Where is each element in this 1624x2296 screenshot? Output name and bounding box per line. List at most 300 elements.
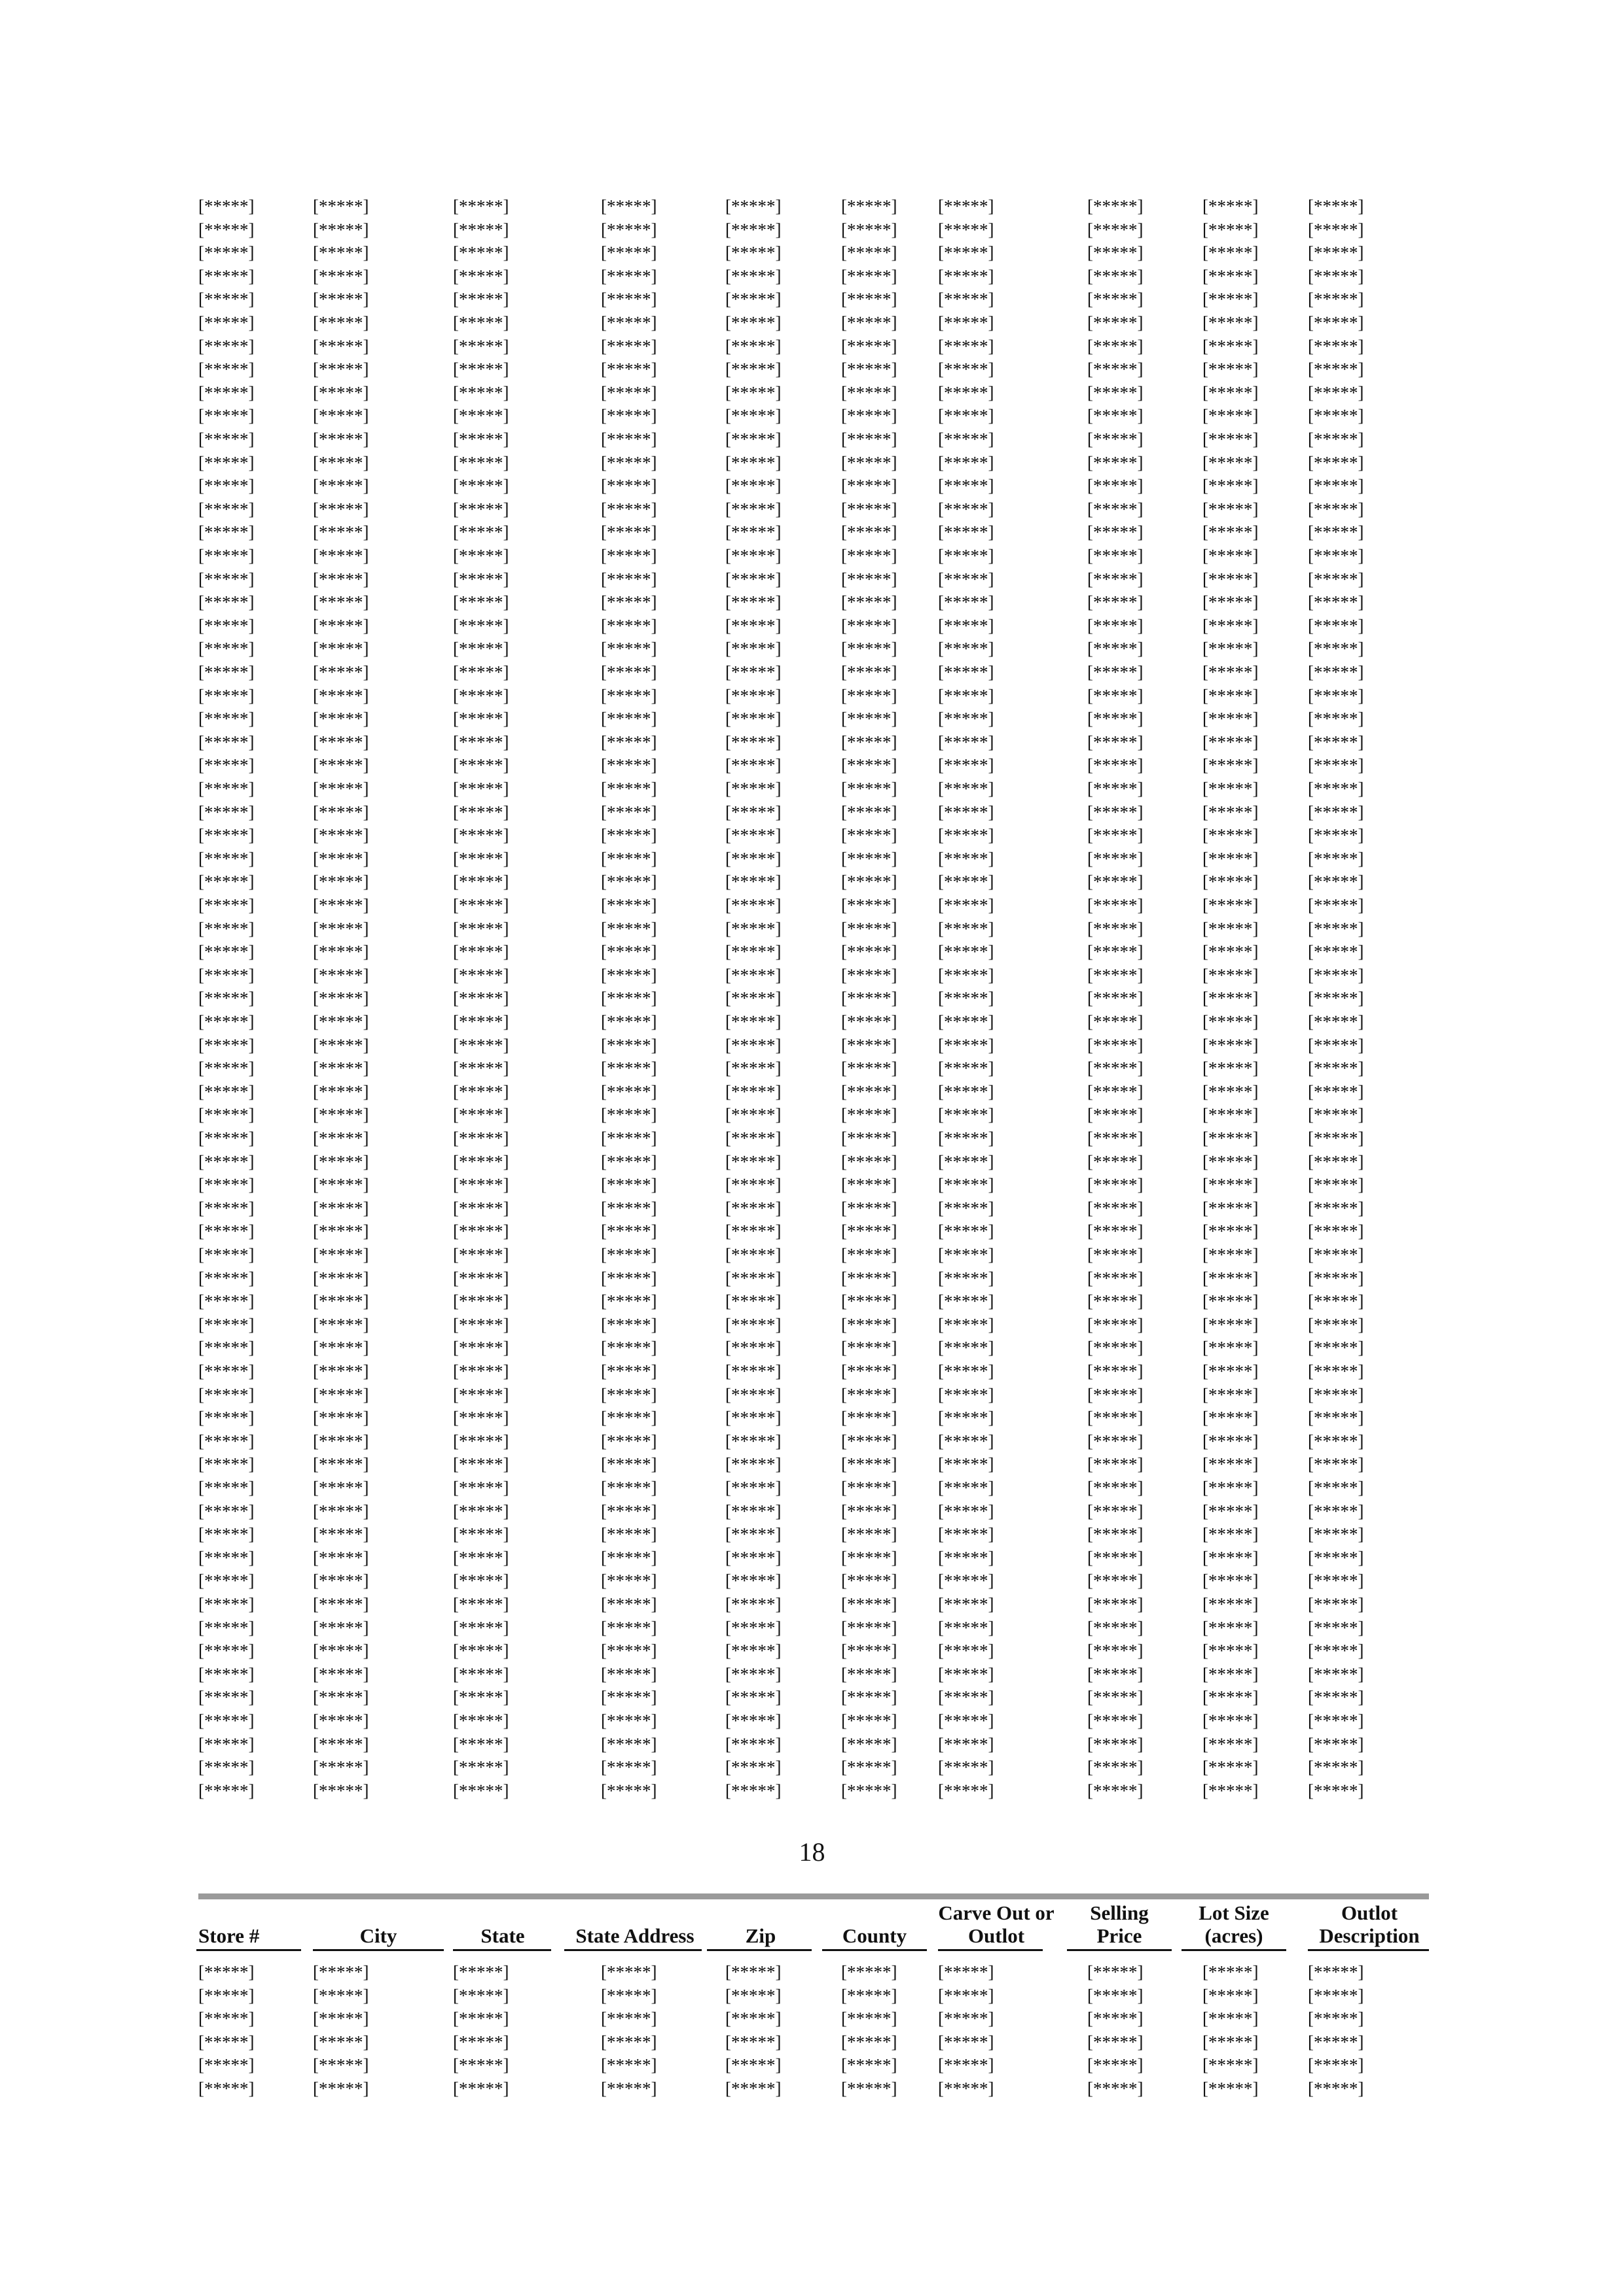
table-cell: [*****] — [601, 336, 657, 356]
table-cell: [*****] — [453, 1986, 509, 2005]
table-cell: [*****] — [1308, 476, 1364, 495]
table-cell: [*****] — [1308, 1687, 1364, 1707]
table-cell: [*****] — [725, 1385, 782, 1405]
table-cell: [*****] — [1087, 1734, 1144, 1754]
table-cell: [*****] — [453, 1152, 509, 1172]
table-cell: [*****] — [841, 802, 897, 822]
column-header-underline — [822, 1949, 927, 1951]
table-cell: [*****] — [938, 522, 994, 542]
table-cell: [*****] — [841, 1035, 897, 1055]
table-cell: [*****] — [841, 662, 897, 682]
table-cell: [*****] — [313, 1385, 369, 1405]
table-cell: [*****] — [601, 942, 657, 961]
table-cell: [*****] — [601, 266, 657, 286]
table-cell: [*****] — [1202, 266, 1259, 286]
table-row — [0, 1759, 1624, 1782]
table-cell: [*****] — [725, 709, 782, 728]
table-cell: [*****] — [1087, 1128, 1144, 1148]
table-cell: [*****] — [1202, 1986, 1259, 2005]
table-cell: [*****] — [198, 406, 255, 425]
table-cell: [*****] — [841, 1175, 897, 1194]
column-header-underline — [313, 1949, 444, 1951]
table-cell: [*****] — [841, 1058, 897, 1078]
table-cell: [*****] — [198, 662, 255, 682]
table-cell: [*****] — [938, 1245, 994, 1265]
table-cell: [*****] — [1202, 1594, 1259, 1614]
table-cell: [*****] — [453, 1058, 509, 1078]
table-cell: [*****] — [841, 289, 897, 309]
table-cell: [*****] — [725, 1781, 782, 1801]
table-row — [0, 1106, 1624, 1130]
table-cell: [*****] — [1087, 476, 1144, 495]
table-cell: [*****] — [841, 1152, 897, 1172]
table-cell: [*****] — [601, 802, 657, 822]
table-cell: [*****] — [1202, 755, 1259, 775]
table-row — [0, 850, 1624, 874]
table-cell: [*****] — [601, 1454, 657, 1474]
table-cell: [*****] — [1308, 1501, 1364, 1521]
table-row — [0, 1293, 1624, 1316]
table-row — [0, 780, 1624, 804]
table-cell: [*****] — [313, 919, 369, 939]
table-row — [0, 1782, 1624, 1806]
table-cell: [*****] — [1308, 1664, 1364, 1684]
table-row — [0, 1409, 1624, 1433]
table-cell: [*****] — [1308, 1548, 1364, 1568]
table-cell: [*****] — [1087, 1012, 1144, 1031]
table-cell: [*****] — [938, 755, 994, 775]
table-cell: [*****] — [453, 1105, 509, 1124]
table-cell: [*****] — [1087, 802, 1144, 822]
table-cell: [*****] — [198, 1618, 255, 1638]
table-cell: [*****] — [1202, 849, 1259, 869]
table-cell: [*****] — [313, 1128, 369, 1148]
table-cell: [*****] — [938, 1711, 994, 1731]
table-cell: [*****] — [198, 1338, 255, 1357]
table-cell: [*****] — [198, 1175, 255, 1194]
table-cell: [*****] — [1202, 779, 1259, 798]
table-cell: [*****] — [198, 2009, 255, 2028]
table-cell: [*****] — [313, 942, 369, 961]
table-cell: [*****] — [1202, 1431, 1259, 1451]
table-cell: [*****] — [1308, 1082, 1364, 1102]
table-cell: [*****] — [938, 1431, 994, 1451]
table-cell: [*****] — [313, 289, 369, 309]
table-cell: [*****] — [1202, 592, 1259, 612]
table-cell: [*****] — [1087, 1431, 1144, 1451]
table-cell: [*****] — [725, 499, 782, 519]
table-cell: [*****] — [1202, 546, 1259, 565]
table-cell: [*****] — [1202, 1175, 1259, 1194]
table-cell: [*****] — [841, 1361, 897, 1381]
table-cell: [*****] — [198, 1012, 255, 1031]
table-cell: [*****] — [1202, 1962, 1259, 1982]
table-cell: [*****] — [198, 546, 255, 565]
table-cell: [*****] — [841, 686, 897, 706]
table-cell: [*****] — [313, 1012, 369, 1031]
table-cell: [*****] — [1308, 895, 1364, 915]
table-cell: [*****] — [725, 1058, 782, 1078]
table-row — [0, 1503, 1624, 1526]
table-cell: [*****] — [938, 453, 994, 473]
table-cell: [*****] — [1202, 569, 1259, 589]
table-cell: [*****] — [841, 1757, 897, 1777]
table-cell: [*****] — [1202, 1105, 1259, 1124]
table-cell: [*****] — [725, 616, 782, 636]
table-cell: [*****] — [841, 2055, 897, 2075]
table-cell: [*****] — [938, 849, 994, 869]
table-cell: [*****] — [725, 1431, 782, 1451]
table-cell: [*****] — [938, 1664, 994, 1684]
table-row — [0, 1316, 1624, 1340]
table-cell: [*****] — [841, 406, 897, 425]
table-row — [0, 1246, 1624, 1270]
table-cell: [*****] — [198, 639, 255, 658]
table-cell: [*****] — [841, 1245, 897, 1265]
table-cell: [*****] — [938, 1618, 994, 1638]
table-cell: [*****] — [601, 732, 657, 752]
table-cell: [*****] — [1087, 336, 1144, 356]
table-cell: [*****] — [1308, 1128, 1364, 1148]
table-cell: [*****] — [198, 988, 255, 1008]
table-cell: [*****] — [725, 1687, 782, 1707]
table-cell: [*****] — [938, 616, 994, 636]
table-row — [0, 664, 1624, 687]
table-cell: [*****] — [938, 1361, 994, 1381]
table-row — [0, 2056, 1624, 2080]
table-cell: [*****] — [725, 779, 782, 798]
table-cell: [*****] — [725, 383, 782, 403]
table-cell: [*****] — [1087, 755, 1144, 775]
table-row — [0, 384, 1624, 408]
table-cell: [*****] — [313, 2009, 369, 2028]
table-cell: [*****] — [841, 1734, 897, 1754]
table-cell: [*****] — [1308, 592, 1364, 612]
table-cell: [*****] — [313, 522, 369, 542]
table-cell: [*****] — [1308, 546, 1364, 565]
table-cell: [*****] — [198, 732, 255, 752]
table-cell: [*****] — [1202, 522, 1259, 542]
table-cell: [*****] — [601, 1035, 657, 1055]
table-cell: [*****] — [313, 2055, 369, 2075]
table-cell: [*****] — [1308, 1641, 1364, 1660]
table-row — [0, 571, 1624, 594]
table-cell: [*****] — [601, 1594, 657, 1614]
table-cell: [*****] — [1308, 429, 1364, 449]
table-row — [0, 244, 1624, 268]
outlot-table — [0, 1901, 1624, 2111]
table-cell: [*****] — [601, 1338, 657, 1357]
table-cell: [*****] — [841, 1315, 897, 1335]
table-cell: [*****] — [938, 1198, 994, 1218]
table-cell: [*****] — [453, 220, 509, 240]
table-cell: [*****] — [841, 2079, 897, 2098]
table-cell: [*****] — [1308, 2032, 1364, 2052]
table-cell: [*****] — [601, 1385, 657, 1405]
table-cell: [*****] — [938, 359, 994, 379]
table-cell: [*****] — [725, 1315, 782, 1335]
table-cell: [*****] — [1087, 499, 1144, 519]
table-cell: [*****] — [198, 1501, 255, 1521]
table-cell: [*****] — [725, 1408, 782, 1427]
table-cell: [*****] — [725, 546, 782, 565]
table-cell: [*****] — [313, 196, 369, 216]
table-cell: [*****] — [938, 1408, 994, 1427]
table-cell: [*****] — [313, 1501, 369, 1521]
table-cell: [*****] — [841, 1338, 897, 1357]
table-cell: [*****] — [938, 1128, 994, 1148]
table-cell: [*****] — [313, 220, 369, 240]
table-row — [0, 1060, 1624, 1083]
table-cell: [*****] — [1308, 1221, 1364, 1241]
table-cell: [*****] — [938, 965, 994, 985]
column-header-line2: Price — [1096, 1924, 1142, 1947]
table-row — [0, 804, 1624, 827]
table-cell: [*****] — [313, 1408, 369, 1427]
table-row — [0, 734, 1624, 757]
column-header-line2: State — [480, 1924, 525, 1947]
table-cell: [*****] — [841, 359, 897, 379]
table-cell: [*****] — [453, 965, 509, 985]
table-cell: [*****] — [198, 196, 255, 216]
table-cell: [*****] — [1087, 1664, 1144, 1684]
table-body — [0, 1964, 1624, 2114]
table-cell: [*****] — [313, 1431, 369, 1451]
table-cell: [*****] — [453, 569, 509, 589]
table-row — [0, 2080, 1624, 2104]
table-cell: [*****] — [841, 1962, 897, 1982]
table-cell: [*****] — [725, 755, 782, 775]
table-cell: [*****] — [938, 1571, 994, 1590]
table-cell: [*****] — [725, 1245, 782, 1265]
table-cell: [*****] — [1202, 1315, 1259, 1335]
table-cell: [*****] — [313, 429, 369, 449]
table-cell: [*****] — [313, 1198, 369, 1218]
table-cell: [*****] — [313, 266, 369, 286]
table-cell: [*****] — [198, 289, 255, 309]
table-cell: [*****] — [453, 895, 509, 915]
table-cell: [*****] — [1202, 1361, 1259, 1381]
table-cell: [*****] — [1202, 1548, 1259, 1568]
table-row — [0, 524, 1624, 547]
table-cell: [*****] — [1308, 872, 1364, 891]
table-cell: [*****] — [725, 686, 782, 706]
table-cell: [*****] — [841, 1431, 897, 1451]
table-cell: [*****] — [938, 243, 994, 262]
column-header-underline — [196, 1949, 301, 1951]
table-cell: [*****] — [1202, 1757, 1259, 1777]
table-cell: [*****] — [938, 825, 994, 845]
table-cell: [*****] — [313, 1571, 369, 1590]
table-cell: [*****] — [1202, 1618, 1259, 1638]
column-header-line2: Outlot — [967, 1924, 1025, 1947]
table-cell: [*****] — [1087, 686, 1144, 706]
table-cell: [*****] — [453, 755, 509, 775]
table-cell: [*****] — [453, 406, 509, 425]
table-cell: [*****] — [601, 289, 657, 309]
table-cell: [*****] — [1202, 872, 1259, 891]
column-header-underline — [564, 1949, 702, 1951]
table-cell: [*****] — [1087, 1641, 1144, 1660]
table-cell: [*****] — [601, 196, 657, 216]
column-header-underline — [1067, 1949, 1172, 1951]
table-row — [0, 361, 1624, 384]
table-cell: [*****] — [1308, 1618, 1364, 1638]
table-cell: [*****] — [1202, 988, 1259, 1008]
table-cell: [*****] — [841, 2032, 897, 2052]
table-cell: [*****] — [198, 942, 255, 961]
table-cell: [*****] — [313, 1478, 369, 1498]
table-cell: [*****] — [841, 592, 897, 612]
table-cell: [*****] — [453, 849, 509, 869]
table-cell: [*****] — [938, 1082, 994, 1102]
table-cell: [*****] — [453, 988, 509, 1008]
table-cell: [*****] — [1308, 942, 1364, 961]
table-cell: [*****] — [725, 1594, 782, 1614]
table-cell: [*****] — [1087, 1268, 1144, 1288]
table-cell: [*****] — [841, 546, 897, 565]
table-cell: [*****] — [198, 2032, 255, 2052]
table-cell: [*****] — [1308, 1454, 1364, 1474]
table-cell: [*****] — [841, 476, 897, 495]
table-cell: [*****] — [1087, 1035, 1144, 1055]
table-row — [0, 594, 1624, 617]
table-cell: [*****] — [198, 1408, 255, 1427]
table-cell: [*****] — [1308, 755, 1364, 775]
table-cell: [*****] — [601, 965, 657, 985]
column-header-line1: Outlot — [1341, 1901, 1398, 1924]
table-cell: [*****] — [1202, 1338, 1259, 1357]
table-cell: [*****] — [938, 686, 994, 706]
column-header-line2: (acres) — [1204, 1924, 1263, 1947]
table-cell: [*****] — [1202, 1012, 1259, 1031]
column-header-line1: Carve Out or — [938, 1901, 1055, 1924]
table-cell: [*****] — [1202, 220, 1259, 240]
table-cell: [*****] — [453, 1734, 509, 1754]
table-cell: [*****] — [841, 1012, 897, 1031]
table-cell: [*****] — [453, 1408, 509, 1427]
table-cell: [*****] — [1308, 1315, 1364, 1335]
table-cell: [*****] — [841, 1711, 897, 1731]
table-cell: [*****] — [453, 1291, 509, 1311]
table-cell: [*****] — [1087, 872, 1144, 891]
table-cell: [*****] — [453, 1524, 509, 1544]
table-cell: [*****] — [1308, 2055, 1364, 2075]
table-row — [0, 1083, 1624, 1107]
table-cell: [*****] — [1202, 895, 1259, 915]
table-cell: [*****] — [841, 429, 897, 449]
table-row — [0, 221, 1624, 245]
table-cell: [*****] — [198, 1385, 255, 1405]
table-cell: [*****] — [601, 1986, 657, 2005]
table-cell: [*****] — [453, 709, 509, 728]
table-cell: [*****] — [453, 1361, 509, 1381]
table-cell: [*****] — [453, 476, 509, 495]
table-cell: [*****] — [601, 1012, 657, 1031]
table-cell: [*****] — [601, 639, 657, 658]
table-cell: [*****] — [453, 872, 509, 891]
column-header-underline — [707, 1949, 812, 1951]
table-cell: [*****] — [725, 429, 782, 449]
table-cell: [*****] — [198, 313, 255, 332]
column-header-line1: Selling — [1090, 1901, 1149, 1924]
table-cell: [*****] — [601, 2032, 657, 2052]
table-cell: [*****] — [453, 196, 509, 216]
table-cell: [*****] — [601, 686, 657, 706]
table-cell: [*****] — [1202, 1687, 1259, 1707]
table-cell: [*****] — [1202, 825, 1259, 845]
table-cell: [*****] — [938, 546, 994, 565]
table-cell: [*****] — [198, 1664, 255, 1684]
table-cell: [*****] — [601, 1571, 657, 1590]
table-cell: [*****] — [601, 1082, 657, 1102]
table-cell: [*****] — [453, 1431, 509, 1451]
table-row — [0, 291, 1624, 314]
table-cell: [*****] — [1308, 1385, 1364, 1405]
table-row — [0, 1526, 1624, 1549]
table-cell: [*****] — [725, 1082, 782, 1102]
table-cell: [*****] — [1308, 1408, 1364, 1427]
table-cell: [*****] — [198, 453, 255, 473]
table-cell: [*****] — [313, 895, 369, 915]
table-cell: [*****] — [1202, 313, 1259, 332]
table-cell: [*****] — [453, 1338, 509, 1357]
table-cell: [*****] — [725, 872, 782, 891]
table-cell: [*****] — [841, 872, 897, 891]
table-cell: [*****] — [313, 2032, 369, 2052]
table-cell: [*****] — [938, 1291, 994, 1311]
table-cell: [*****] — [198, 755, 255, 775]
table-cell: [*****] — [1308, 1198, 1364, 1218]
table-cell: [*****] — [601, 2055, 657, 2075]
table-cell: [*****] — [313, 872, 369, 891]
column-header-line2: Store # — [198, 1924, 260, 1947]
table-cell: [*****] — [1087, 1594, 1144, 1614]
table-cell: [*****] — [313, 336, 369, 356]
table-cell: [*****] — [1308, 686, 1364, 706]
table-cell: [*****] — [313, 1291, 369, 1311]
table-cell: [*****] — [1202, 639, 1259, 658]
table-cell: [*****] — [601, 1734, 657, 1754]
table-cell: [*****] — [198, 965, 255, 985]
table-cell: [*****] — [601, 1175, 657, 1194]
table-cell: [*****] — [1202, 1082, 1259, 1102]
table-cell: [*****] — [1087, 825, 1144, 845]
table-row — [0, 198, 1624, 221]
table-cell: [*****] — [841, 1082, 897, 1102]
table-cell: [*****] — [1202, 1128, 1259, 1148]
table-cell: [*****] — [1202, 1268, 1259, 1288]
table-row — [0, 1200, 1624, 1223]
table-cell: [*****] — [198, 476, 255, 495]
table-cell: [*****] — [1087, 919, 1144, 939]
table-cell: [*****] — [198, 802, 255, 822]
table-cell: [*****] — [1202, 1385, 1259, 1405]
table-cell: [*****] — [453, 592, 509, 612]
table-cell: [*****] — [313, 1594, 369, 1614]
table-cell: [*****] — [841, 965, 897, 985]
table-cell: [*****] — [198, 336, 255, 356]
table-cell: [*****] — [1308, 313, 1364, 332]
table-cell: [*****] — [313, 1315, 369, 1335]
table-cell: [*****] — [1087, 1338, 1144, 1357]
table-cell: [*****] — [1308, 383, 1364, 403]
table-cell: [*****] — [313, 1221, 369, 1241]
table-cell: [*****] — [841, 522, 897, 542]
table-cell: [*****] — [938, 942, 994, 961]
table-cell: [*****] — [938, 1594, 994, 1614]
table-cell: [*****] — [725, 1571, 782, 1590]
